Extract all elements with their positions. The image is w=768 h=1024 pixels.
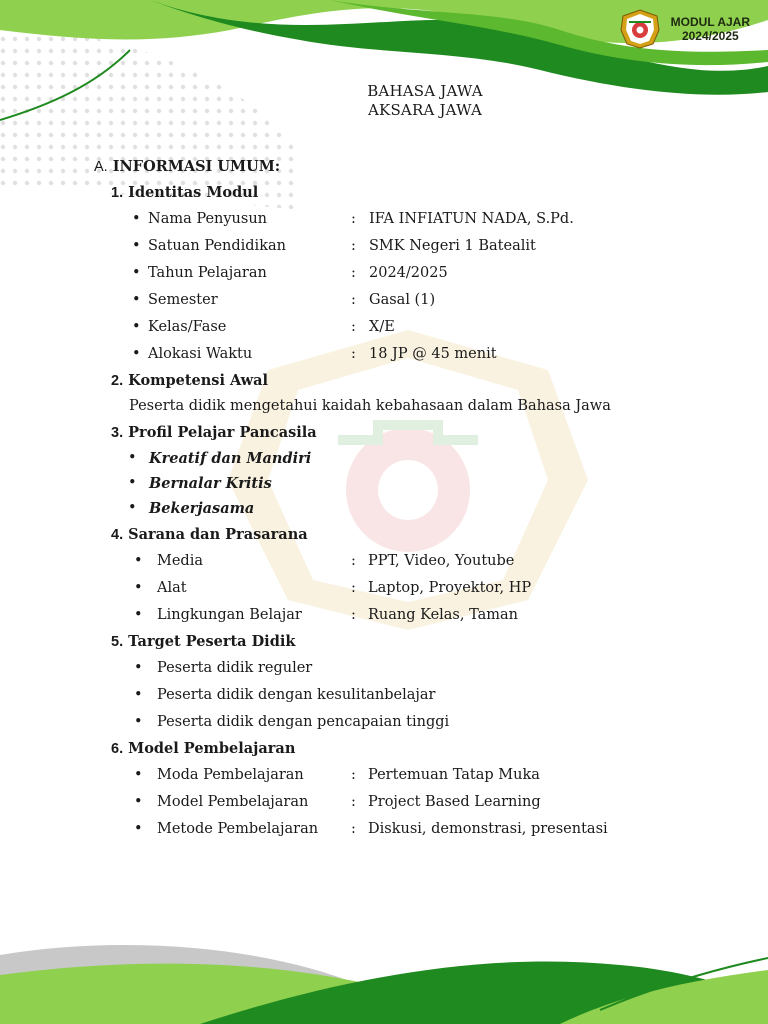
profil-label: Profil Pelajar Pancasila	[128, 424, 317, 441]
bullet: •	[132, 211, 141, 227]
item-value: IFA INFIATUN NADA, S.Pd.	[369, 211, 574, 227]
bullet: •	[134, 714, 143, 730]
item-value: Ruang Kelas, Taman	[368, 607, 519, 623]
item-label: Alokasi Waktu	[148, 346, 253, 362]
badge-text	[671, 15, 750, 43]
item-value: Gasal (1)	[369, 292, 436, 308]
section-a-number: A.	[94, 159, 108, 175]
item-value: SMK Negeri 1 Batealit	[369, 238, 536, 254]
sarana-label: Sarana dan Prasarana	[128, 526, 308, 543]
target-number: 5.	[111, 634, 124, 650]
bullet: •	[134, 580, 143, 596]
item-label: Kelas/Fase	[148, 319, 227, 335]
bullet: •	[132, 346, 141, 362]
bullet: •	[134, 767, 143, 783]
item-label: Metode Pembelajaran	[157, 821, 319, 837]
bullet: •	[134, 607, 143, 623]
section-a-heading	[94, 158, 280, 175]
bullet: •	[134, 660, 143, 676]
colon: :	[351, 607, 356, 623]
item-label: Moda Pembelajaran	[157, 767, 304, 783]
item-label: Media	[157, 553, 203, 569]
bullet: •	[132, 292, 141, 308]
target-label: Target Peserta Didik	[128, 633, 296, 650]
item-label: Lingkungan Belajar	[157, 607, 302, 623]
profil-item	[128, 475, 272, 492]
bullet: •	[134, 821, 143, 837]
sarana-item	[134, 580, 532, 596]
kompetensi-heading	[111, 372, 268, 389]
title-line1: BAHASA JAWA	[367, 82, 483, 100]
item-value: PPT, Video, Youtube	[368, 553, 515, 569]
item-label: Nama Penyusun	[148, 211, 268, 227]
colon: :	[351, 767, 356, 783]
school-emblem-icon	[619, 8, 661, 50]
item-label: Satuan Pendidikan	[148, 238, 286, 254]
item-label: Bekerjasama	[149, 500, 255, 517]
identitas-item	[132, 319, 395, 335]
colon: :	[351, 211, 356, 227]
item-value: Pertemuan Tatap Muka	[368, 767, 540, 783]
profil-heading	[111, 424, 317, 441]
model-item	[134, 767, 540, 783]
document-title	[300, 82, 550, 120]
identitas-label: Identitas Modul	[128, 184, 259, 201]
colon: :	[351, 319, 356, 335]
colon: :	[351, 292, 356, 308]
bullet: •	[134, 794, 143, 810]
identitas-item	[132, 346, 497, 362]
title-line2: AKSARA JAWA	[368, 101, 482, 119]
item-label: Peserta didik reguler	[157, 660, 313, 676]
colon: :	[351, 794, 356, 810]
item-value: Project Based Learning	[368, 794, 541, 810]
item-label: Tahun Pelajaran	[148, 265, 267, 281]
item-label: Bernalar Kritis	[149, 475, 272, 492]
identitas-heading	[111, 184, 258, 201]
section-a-label: INFORMASI UMUM:	[112, 158, 281, 175]
item-label: Peserta didik dengan kesulitanbelajar	[157, 687, 436, 703]
colon: :	[351, 821, 356, 837]
target-item	[134, 660, 313, 676]
badge-line1: MODUL AJAR	[670, 15, 750, 29]
colon: :	[351, 346, 356, 362]
badge-line2: 2024/2025	[681, 29, 739, 43]
header-badge	[619, 8, 750, 50]
item-label: Kreatif dan Mandiri	[149, 450, 312, 467]
identitas-item	[132, 238, 536, 254]
target-item	[134, 714, 450, 730]
bullet: •	[132, 319, 141, 335]
profil-item	[128, 500, 255, 517]
item-label: Peserta didik dengan pencapaian tinggi	[157, 714, 450, 730]
item-label: Alat	[157, 580, 187, 596]
bullet: •	[132, 238, 141, 254]
model-heading	[111, 740, 295, 757]
bullet: •	[134, 553, 143, 569]
identitas-number: 1.	[111, 185, 124, 201]
sarana-number: 4.	[111, 527, 124, 543]
colon: :	[351, 553, 356, 569]
item-value: Diskusi, demonstrasi, presentasi	[368, 821, 608, 837]
item-value: 2024/2025	[369, 265, 448, 281]
item-label: Model Pembelajaran	[157, 794, 309, 810]
colon: :	[351, 238, 356, 254]
identitas-item	[132, 265, 448, 281]
model-number: 6.	[111, 741, 124, 757]
identitas-item	[132, 292, 436, 308]
colon: :	[351, 265, 356, 281]
kompetensi-number: 2.	[111, 373, 124, 389]
bullet: •	[128, 450, 137, 466]
model-item	[134, 794, 541, 810]
sarana-item	[134, 553, 515, 569]
target-heading	[111, 633, 295, 650]
model-label: Model Pembelajaran	[128, 740, 296, 757]
kompetensi-text: Peserta didik mengetahui kaidah kebahasaan dalam Bahasa Jawa	[129, 398, 611, 414]
identitas-item	[132, 211, 574, 227]
sarana-heading	[111, 526, 308, 543]
item-value: X/E	[369, 319, 395, 335]
profil-item	[128, 450, 312, 467]
bullet: •	[132, 265, 141, 281]
bullet: •	[128, 500, 137, 516]
model-item	[134, 821, 608, 837]
colon: :	[351, 580, 356, 596]
sarana-item	[134, 607, 519, 623]
item-value: Laptop, Proyektor, HP	[368, 580, 532, 596]
item-value: 18 JP @ 45 menit	[369, 346, 497, 362]
item-label: Semester	[148, 292, 218, 308]
bullet: •	[134, 687, 143, 703]
bullet: •	[128, 475, 137, 491]
target-item	[134, 687, 436, 703]
profil-number: 3.	[111, 425, 124, 441]
kompetensi-label: Kompetensi Awal	[128, 372, 269, 389]
